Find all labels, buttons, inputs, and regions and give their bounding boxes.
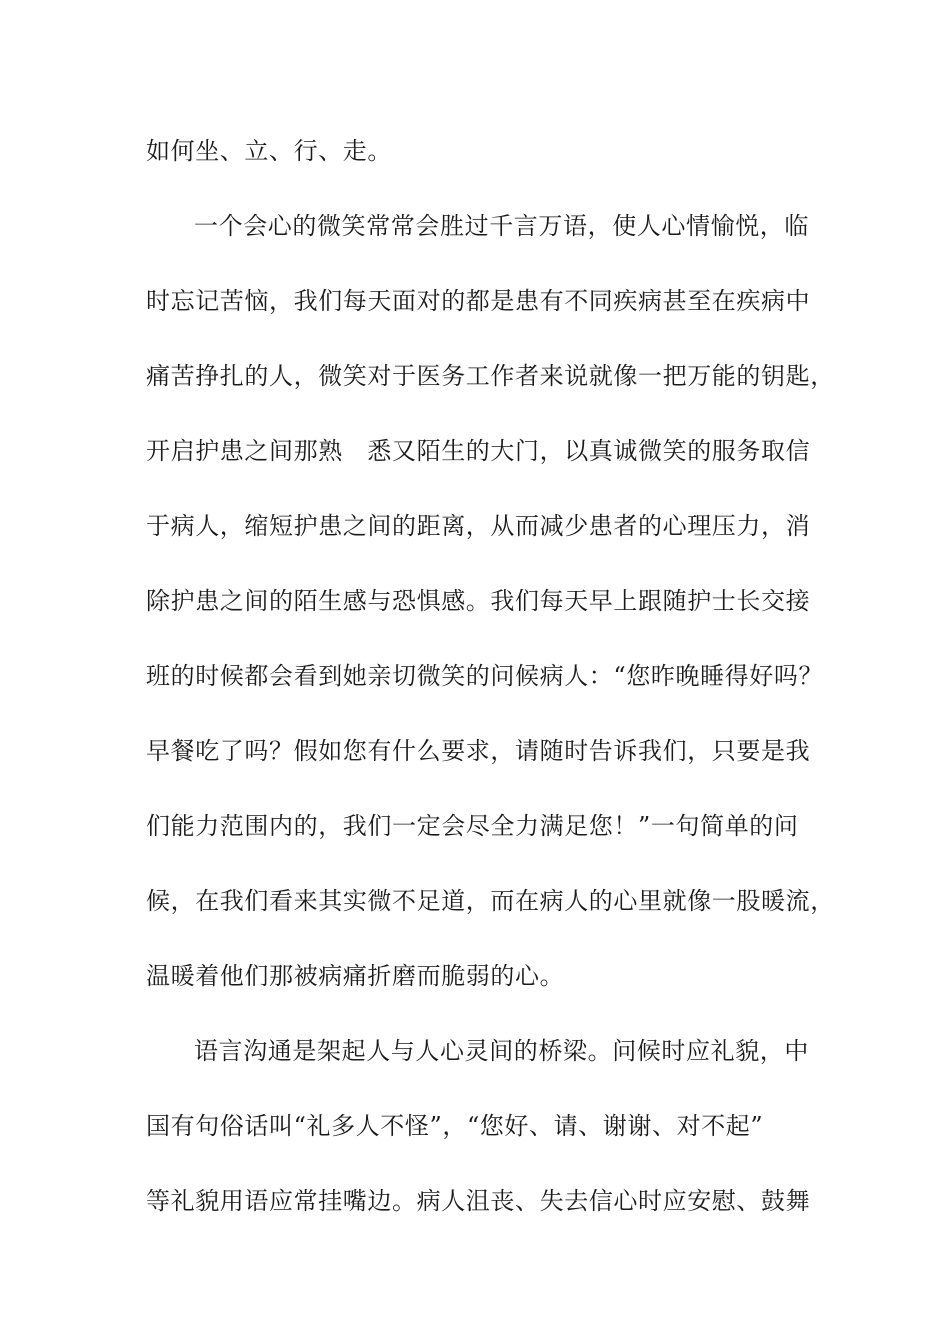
paragraph-2-line-7: 班的时候都会看到她亲切微笑的问候病人：“您昨晚睡得好吗？ [146, 662, 824, 690]
paragraph-2-line-8: 早餐吃了吗？假如您有什么要求，请随时告诉我们，只要是我 [146, 737, 811, 765]
paragraph-3-line-3: 等礼貌用语应常挂嘴边。病人沮丧、失去信心时应安慰、鼓舞 [146, 1187, 811, 1215]
paragraph-2-line-4: 开启护患之间那熟 悉又陌生的大门，以真诚微笑的服务取信 [146, 437, 811, 465]
text-line-1: 如何坐、立、行、走。 [146, 137, 392, 165]
paragraph-2-line-10: 候，在我们看来其实微不足道，而在病人的心里就像一股暖流， [146, 887, 835, 915]
paragraph-3-line-2: 国有句俗话叫“礼多人不怪”，“您好、请、谢谢、对不起” [146, 1112, 764, 1140]
paragraph-2-line-3: 痛苦挣扎的人，微笑对于医务工作者来说就像一把万能的钥匙， [146, 362, 835, 390]
paragraph-3-line-1: 语言沟通是架起人与人心灵间的桥梁。问候时应礼貌，中 [194, 1037, 809, 1065]
paragraph-2-line-6: 除护患之间的陌生感与恐惧感。我们每天早上跟随护士长交接 [146, 587, 811, 615]
paragraph-2-line-11: 温暖着他们那被病痛折磨而脆弱的心。 [146, 962, 565, 990]
paragraph-2-line-9: 们能力范围内的，我们一定会尽全力满足您！”一句简单的问 [146, 812, 799, 840]
paragraph-2-line-2: 时忘记苦恼，我们每天面对的都是患有不同疾病甚至在疾病中 [146, 287, 811, 315]
paragraph-2-line-1: 一个会心的微笑常常会胜过千言万语，使人心情愉悦，临 [194, 212, 809, 240]
paragraph-2-line-5: 于病人，缩短护患之间的距离，从而减少患者的心理压力，消 [146, 512, 811, 540]
